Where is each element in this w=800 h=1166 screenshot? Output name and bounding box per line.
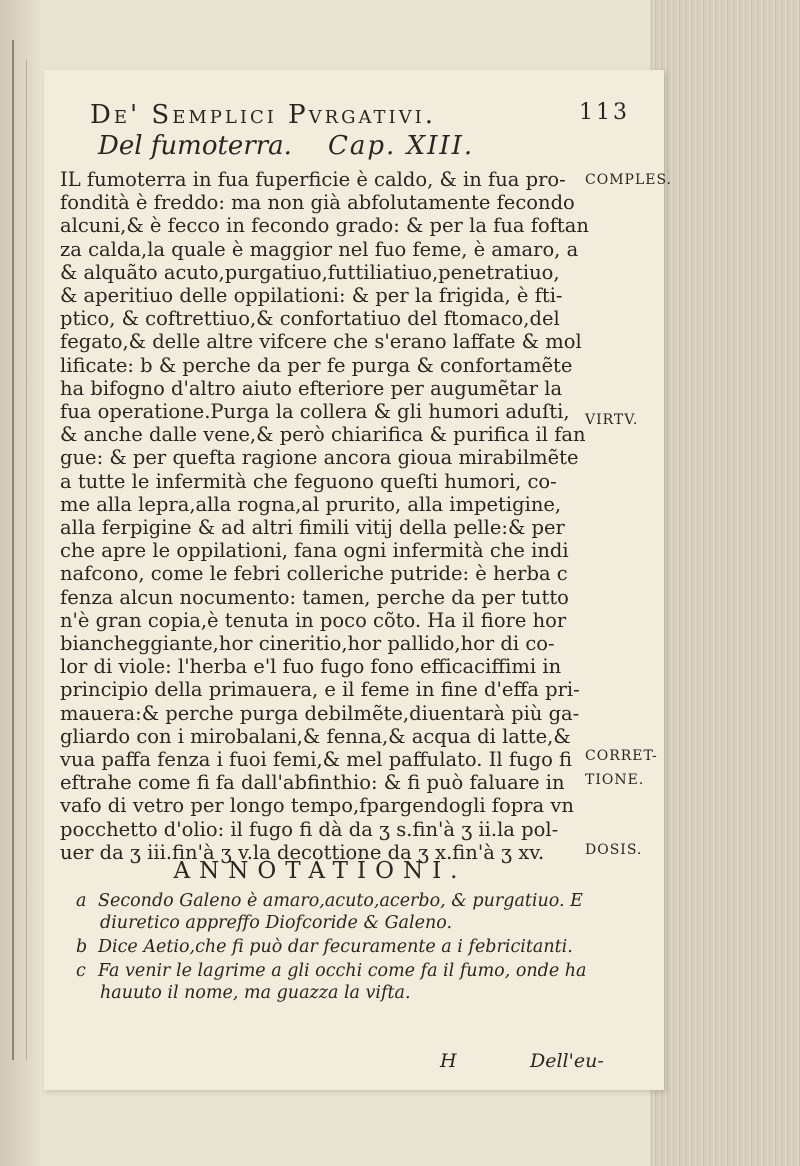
gutter-line [26,60,27,1060]
gutter-line [12,40,14,1060]
running-title: De' Semplici Pvrgativi. [90,100,437,130]
text-line: fua operatione.Purga la collera & gli humori aduſti, [60,400,570,423]
text-line: fenza alcun nocumento: tamen, perche da per tutto [60,585,569,609]
margin-note-dosis: DOSIS. [585,842,643,858]
annotation-mark: b [76,937,88,957]
text-line: IL fumoterra in fua fuperficie è caldo, & in fua pro- [60,168,566,191]
text-line: uer da ʒ iii.fin'à ʒ v.la decottione da ʒ x.fin'à ʒ xv. [60,840,545,864]
text-line: vafo di vetro per longo tempo,fpargendogli fopra vn [60,794,574,818]
page-number: 113 [579,100,630,125]
text-line: lificate: b & perche da per fe purga & confortamẽte [60,353,573,377]
text-line: principio della primauera, e il feme in fine d'effa pri- [60,678,580,702]
margin-note-virtu: VIRTV. [585,412,639,428]
text-line: ha bifogno d'altro aiuto efteriore per augumẽtar la [60,376,563,400]
binding-gutter [0,0,40,1166]
text-line: fondità è freddo: ma non già abfolutamente fecondo [60,191,575,215]
text-line: n'è gran copia,è tenuta in poco cõto. Ha il fiore hor [60,608,567,632]
text-line: gliardo con i mirobalani,& fenna,& acqua di latte,& [60,724,571,748]
catchword: Dell'eu- [530,1050,604,1072]
text-line: alcuni,& è fecco in fecondo grado: & per la fua foftan [60,214,589,238]
text-line: che apre le oppilationi, fana ogni infermità che indi [60,539,569,563]
annotation-text: Dice Aetio,che fi può dar fecuramente a i febricitanti. [98,937,573,957]
text-line: & aperitiuo delle oppilationi: & per la frigida, è fti- [60,284,563,307]
signature-mark: H [440,1050,457,1072]
annotation-c [76,960,586,982]
text-line: pocchetto d'olio: il fugo fi dà da ʒ s.fin'à ʒ ii.la pol- [60,817,559,841]
chapter-title: Del fumoterra. [98,131,292,161]
text-line: alla ferpigine & ad altri fimili vitij della pelle:& per [60,516,565,539]
text-line: & alquãto acuto,purgatiuo,futtiliatiuo,penetratiuo, [60,260,560,284]
margin-note-correttione: CORRET- [585,748,658,764]
chapter-number: Cap. XIII. [328,131,475,161]
text-line: lor di viole: l'herba e'l fuo fugo fono efficaciffimi in [60,655,562,679]
annotation-a [76,890,583,912]
text-line: ptico, & coftrettiuo,& confortatiuo del ftomaco,del [60,307,560,331]
running-header [90,100,650,132]
text-line: mauera:& perche purga debilmẽte,diuentarà più ga- [60,701,580,725]
text-line: a tutte le infermità che feguono queſti humori, co- [60,469,557,493]
text-line: vua paffa fenza i fuoi femi,& mel paffulato. Il fugo fi [60,748,573,771]
annotation-text: Fa venir le lagrime a gli occhi come fa il fumo, onde ha [98,961,587,981]
text-line: gue: & per quefta ragione ancora gioua mirabilmẽte [60,446,579,470]
annotation-mark: a [76,891,87,911]
text-line: za calda,la quale è maggior nel fuo feme, è amaro, a [60,237,579,261]
page-fore-edge [650,0,800,1166]
annotation-mark: c [76,961,86,981]
text-line: biancheggiante,hor cineritio,hor pallido,hor di co- [60,632,555,655]
annotation-a-cont: diuretico appreffo Diofcoride & Galeno. [100,913,453,933]
annotations-heading: ANNOTATIONI. [173,858,467,884]
annotation-b [76,936,573,958]
text-line: nafcono, come le febri colleriche putride: è herba c [60,562,568,586]
annotation-c-cont: hauuto il nome, ma guazza la vifta. [100,983,411,1003]
text-line: me alla lepra,alla rogna,al prurito, alla impetigine, [60,492,562,516]
text-line: eftrahe come fi fa dall'abfinthio: & fi può faluare in [60,771,565,795]
margin-note-correttione-2: TIONE. [585,772,645,788]
chapter-heading [98,131,518,163]
text-line: fegato,& delle altre vifcere che s'erano laffate & mol [60,330,582,354]
margin-note-complessione: COMPLES. [585,172,673,188]
annotation-text: Secondo Galeno è amaro,acuto,acerbo, & purgatiuo. E [98,891,583,911]
text-line: & anche dalle vene,& però chiarifica & purifica il fan [60,423,586,447]
